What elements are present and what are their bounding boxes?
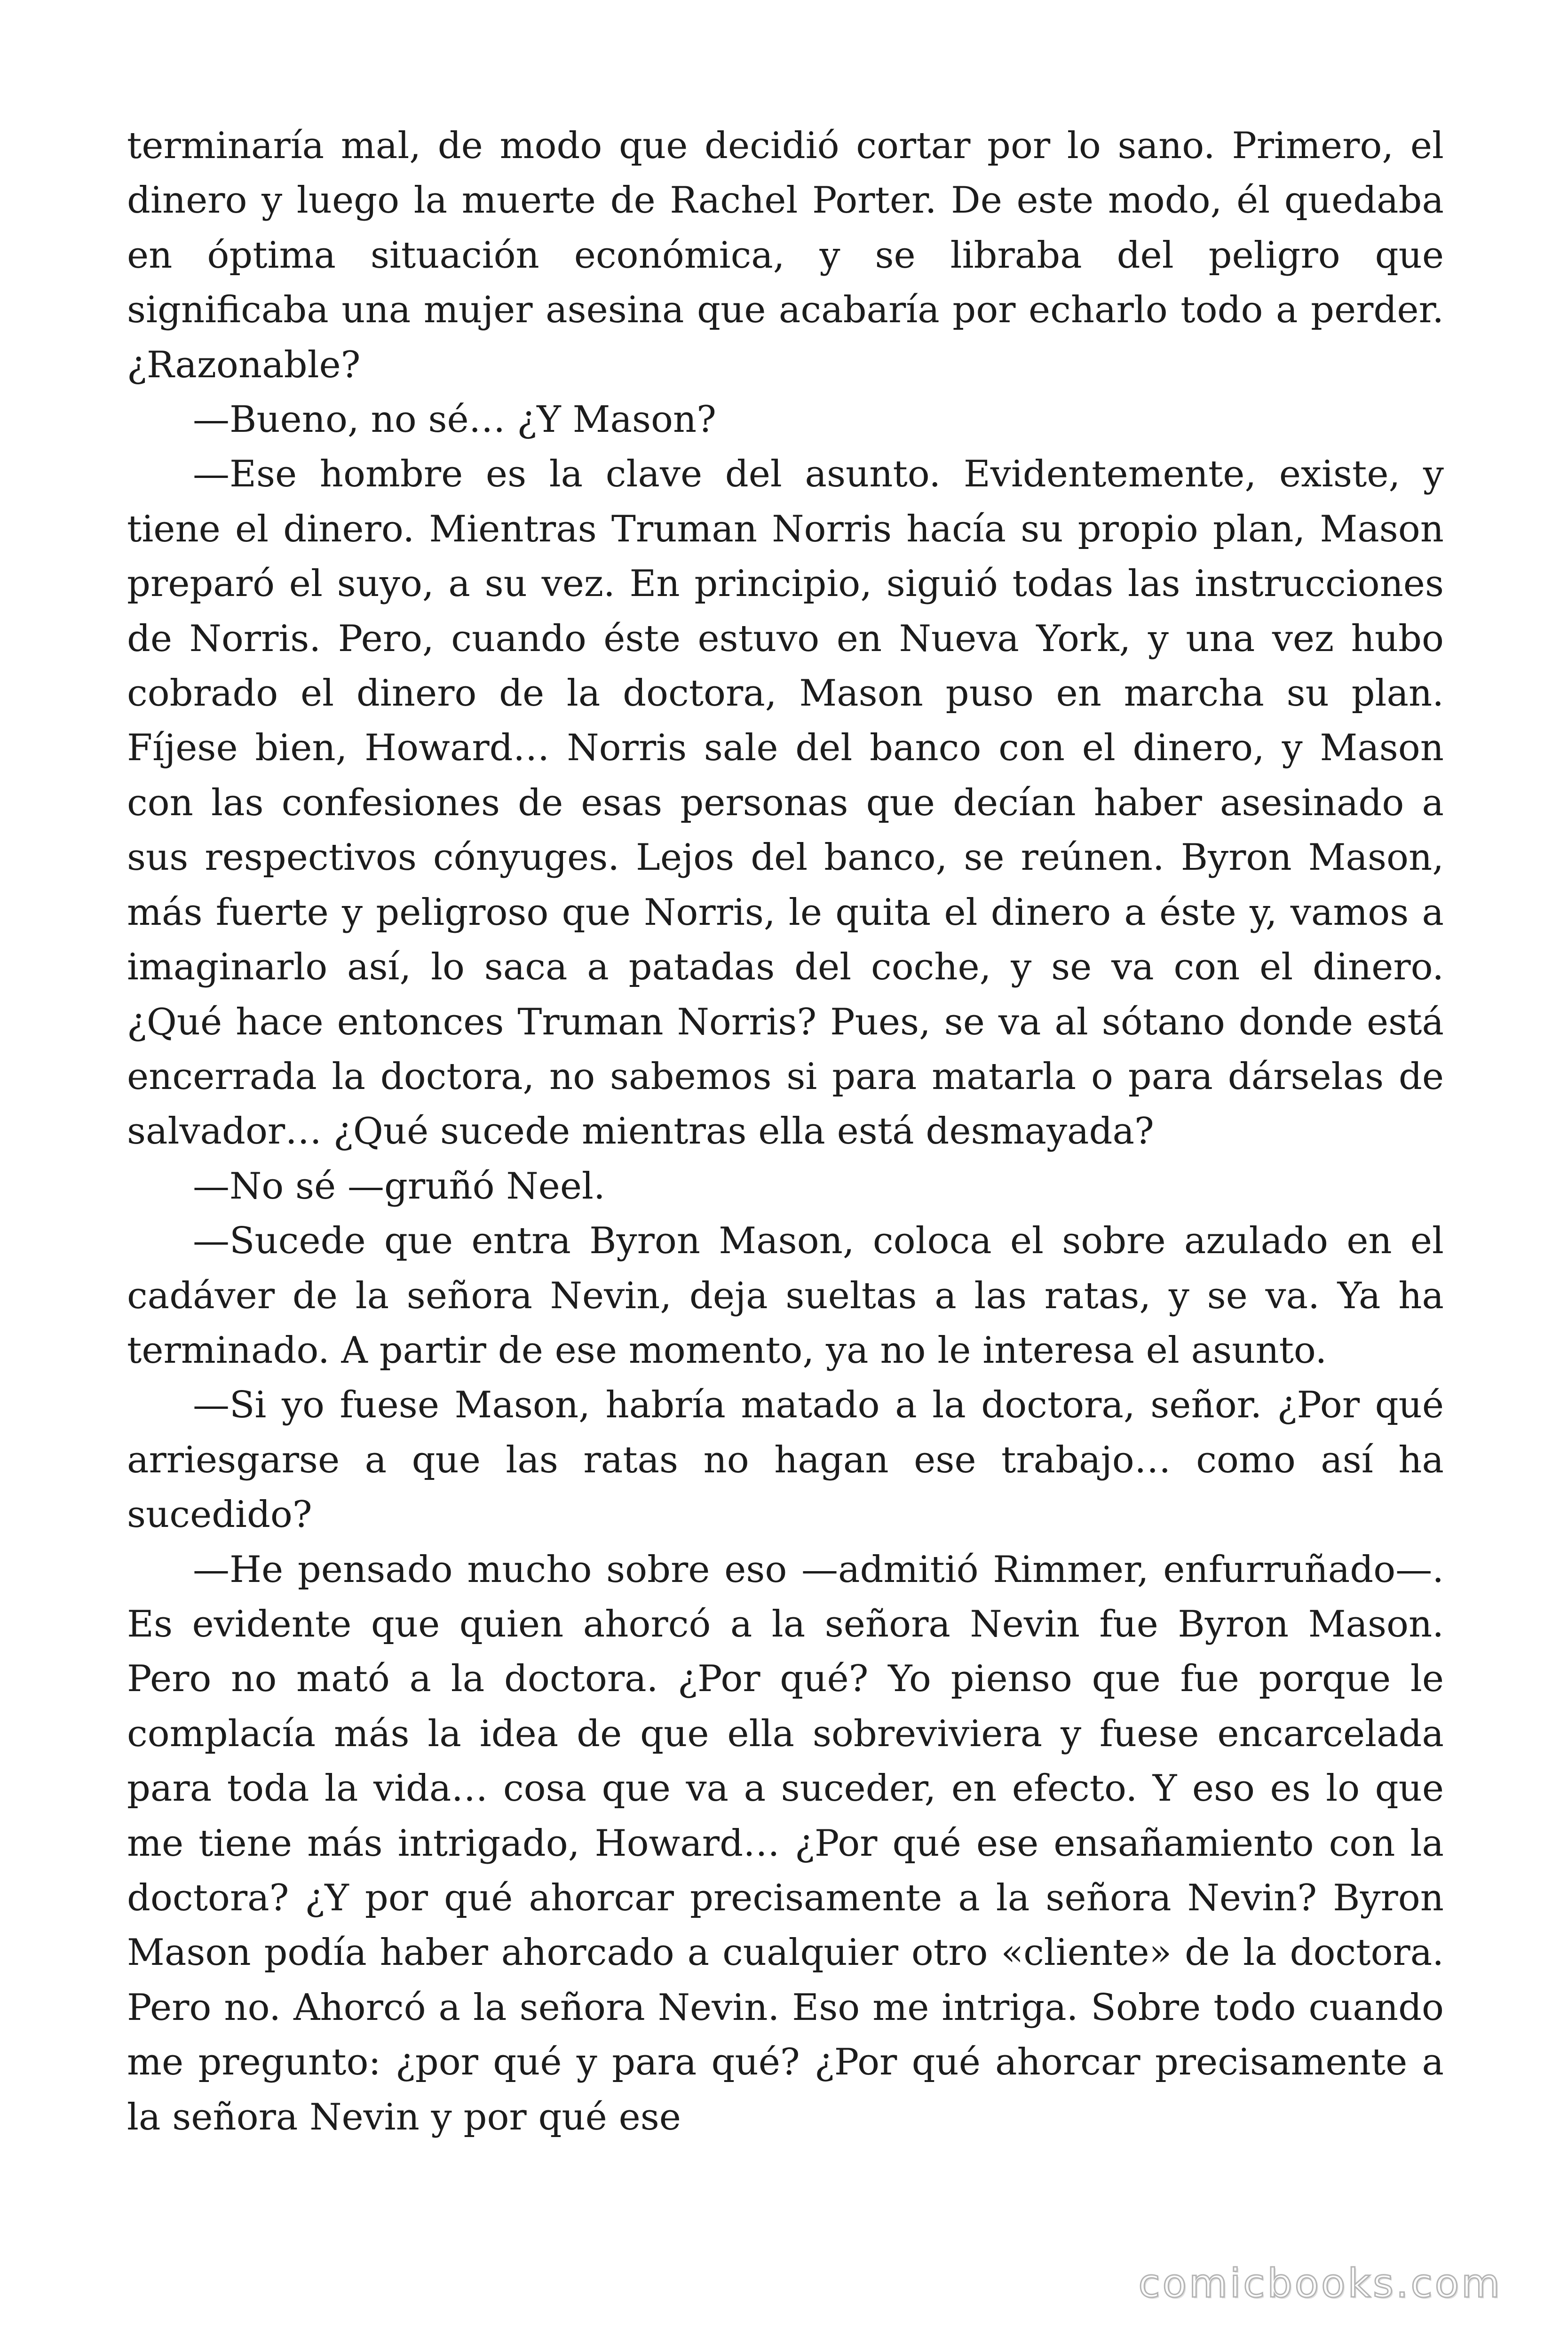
paragraph-6: —Si yo fuese Mason, habría matado a la doctora, señor. ¿Por qué arriesgarse a que las ratas no hagan ese trabajo… como así ha sucedido? — [127, 1384, 1444, 1536]
paragraph-4: —No sé —gruñó Neel. — [193, 1165, 605, 1208]
paragraph-1: terminaría mal, de modo que decidió cortar por lo sano. Primero, el dinero y luego la muerte de Rachel Porter. De este modo, él quedaba en óptima situación económica, y se libraba del peligro que significaba una mujer asesina que acabaría por echarlo todo a perder. ¿Razonable? — [127, 125, 1444, 386]
paragraph-2: —Bueno, no sé… ¿Y Mason? — [193, 398, 716, 441]
watermark: comicbooks.com — [1138, 2260, 1502, 2306]
paragraph-5: —Sucede que entra Byron Mason, coloca el sobre azulado en el cadáver de la señora Nevin, deja sueltas a las ratas, y se va. Ya ha terminado. A partir de ese momento, ya no le interesa el asunto. — [127, 1220, 1444, 1372]
paragraph-3: —Ese hombre es la clave del asunto. Evidentemente, existe, y tiene el dinero. Mientras Truman Norris hacía su propio plan, Mason preparó el suyo, a su vez. En principio, siguió todas las instrucciones de Norris. Pero, cuando éste estuvo en Nueva York, y una vez hubo cobrado el dinero de la doctora, Mason puso en marcha su plan. Fíjese bien, Howard… Norris sale del banco con el dinero, y Mason con las confesiones de esas personas que decían haber asesinado a sus respectivos cónyuges. Lejos del banco, se reúnen. Byron Mason, más fuerte y peligroso que Norris, le quita el dinero a éste y, vamos a imaginarlo así, lo saca a patadas del coche, y se va con el dinero. ¿Qué hace entonces Truman Norris? Pues, se va al sótano donde está encerrada la doctora, no sabemos si para matarla o para dárselas de salvador… ¿Qué sucede mientras ella está desmayada? — [127, 453, 1444, 1153]
body-text — [127, 119, 1444, 2145]
paragraph-7: —He pensado mucho sobre eso —admitió Rimmer, enfurruñado—. Es evidente que quien ahorcó a la señora Nevin fue Byron Mason. Pero no mató a la doctora. ¿Por qué? Yo pienso que fue porque le complacía más la idea de que ella sobreviviera y fuese encarcelada para toda la vida… cosa que va a suceder, en efecto. Y eso es lo que me tiene más intrigado, Howard… ¿Por qué ese ensañamiento con la doctora? ¿Y por qué ahorcar precisamente a la señora Nevin? Byron Mason podía haber ahorcado a cualquier otro «cliente» de la doctora. Pero no. Ahorcó a la señora Nevin. Eso me intriga. Sobre todo cuando me pregunto: ¿por qué y para qué? ¿Por qué ahorcar precisamente a la señora Nevin y por qué ese — [127, 1548, 1444, 2138]
